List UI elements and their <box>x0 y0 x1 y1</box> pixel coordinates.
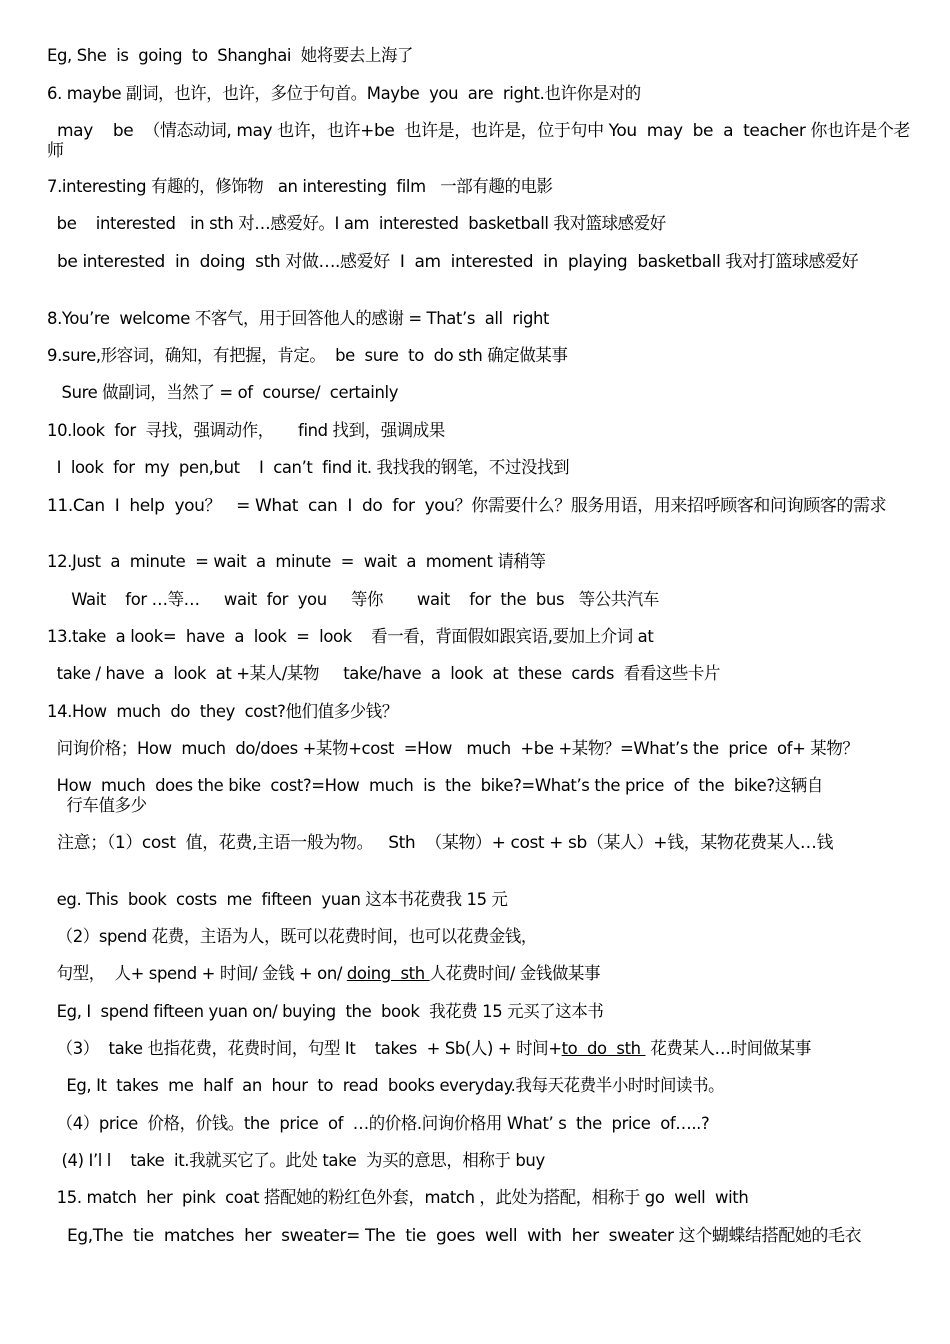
text-line: （2）spend 花费，主语为人，既可以花费时间，也可以花费金钱， <box>47 927 537 947</box>
text-line: Wait for …等… wait for you 等你 wait for the bus 等公共汽车 <box>47 590 659 610</box>
text-line: 13.take a look= have a look = look 看一看，背面假如跟宾语,要加上介词 at <box>47 627 654 647</box>
underlined-phrase: to do sth <box>561 1039 646 1059</box>
text-line: take / have a look at +某人/某物 take/have a look at these cards 看看这些卡片 <box>47 664 721 684</box>
text-segment: 句型， 人+ spend + 时间/ 金钱 + on/ <box>47 964 347 984</box>
text-line: How much does the bike cost?=How much is the bike?=What’s the price of the bike?这辆自 <box>47 776 823 796</box>
text-line: Eg, She is going to Shanghai 她将要去上海了 <box>47 46 414 66</box>
text-segment: （3） take 也指花费，花费时间，句型 It takes + Sb(人) + 时间+ <box>47 1039 562 1059</box>
text-line: may be （情态动词, may 也许，也许+be 也许是，也许是，位于句中 You may be a teacher 你也许是个老师 <box>47 121 911 161</box>
text-line: Eg,The tie matches her sweater= The tie goes well with her sweater 这个蝴蝶结搭配她的毛衣 <box>47 1226 862 1246</box>
text-line: 10.look for 寻找，强调动作， find 找到，强调成果 <box>47 421 445 441</box>
text-line: 问询价格；How much do/does +某物+cost =How much +be +某物？=What’s the price of+ 某物？ <box>47 739 859 759</box>
text-line <box>47 964 920 984</box>
text-line: 11.Can I help you？ = What can I do for you？你需要什么？服务用语，用来招呼顾客和问询顾客的需求 <box>47 496 887 516</box>
text-segment: 人花费时间/ 金钱做某事 <box>429 964 601 984</box>
text-line: I look for my pen,but I can’t find it. 我找我的钢笔，不过没找到 <box>47 458 570 478</box>
text-line: (4) I’l l take it.我就买它了。此处 take 为买的意思，相称于 buy <box>47 1151 545 1171</box>
text-line: 14.How much do they cost?他们值多少钱？ <box>47 702 398 722</box>
text-line: 7.interesting 有趣的，修饰物 an interesting film 一部有趣的电影 <box>47 177 553 197</box>
text-line: 行车值多少 <box>47 796 147 816</box>
text-line: （4）price 价格，价钱。the price of …的价格.问询价格用 What’ s the price of…..? <box>47 1114 710 1134</box>
text-line: 9.sure,形容词，确知，有把握，肯定。 be sure to do sth 确定做某事 <box>47 346 568 366</box>
text-line <box>47 1039 920 1059</box>
text-line: 15. match her pink coat 搭配她的粉红色外套，match ，此处为搭配，相称于 go well with <box>47 1188 749 1208</box>
text-line: 12.Just a minute = wait a minute = wait a moment 请稍等 <box>47 552 546 572</box>
underlined-phrase: doing sth <box>346 964 430 984</box>
text-line: eg. This book costs me fifteen yuan 这本书花费我 15 元 <box>47 890 508 910</box>
text-line: be interested in doing sth 对做….感爱好 I am interested in playing basketball 我对打篮球感爱好 <box>47 252 859 272</box>
text-line: be interested in sth 对…感爱好。I am interested basketball 我对篮球感爱好 <box>47 214 666 234</box>
text-line: Sure 做副词，当然了 = of course/ certainly <box>47 383 399 403</box>
text-line: Eg, It takes me half an hour to read books everyday.我每天花费半小时时间读书。 <box>47 1076 725 1096</box>
text-line: 注意；（1）cost 值，花费,主语一般为物。 Sth （某物）+ cost + sb（某人）+钱，某物花费某人…钱 <box>47 833 834 853</box>
text-segment: 花费某人…时间做某事 <box>645 1039 811 1059</box>
text-line: Eg, I spend fifteen yuan on/ buying the book 我花费 15 元买了这本书 <box>47 1002 604 1022</box>
text-line: 6. maybe 副词，也许，也许，多位于句首。Maybe you are right.也许你是对的 <box>47 84 641 104</box>
text-line: 8.You’re welcome 不客气，用于回答他人的感谢 = That’s all right <box>47 309 550 329</box>
